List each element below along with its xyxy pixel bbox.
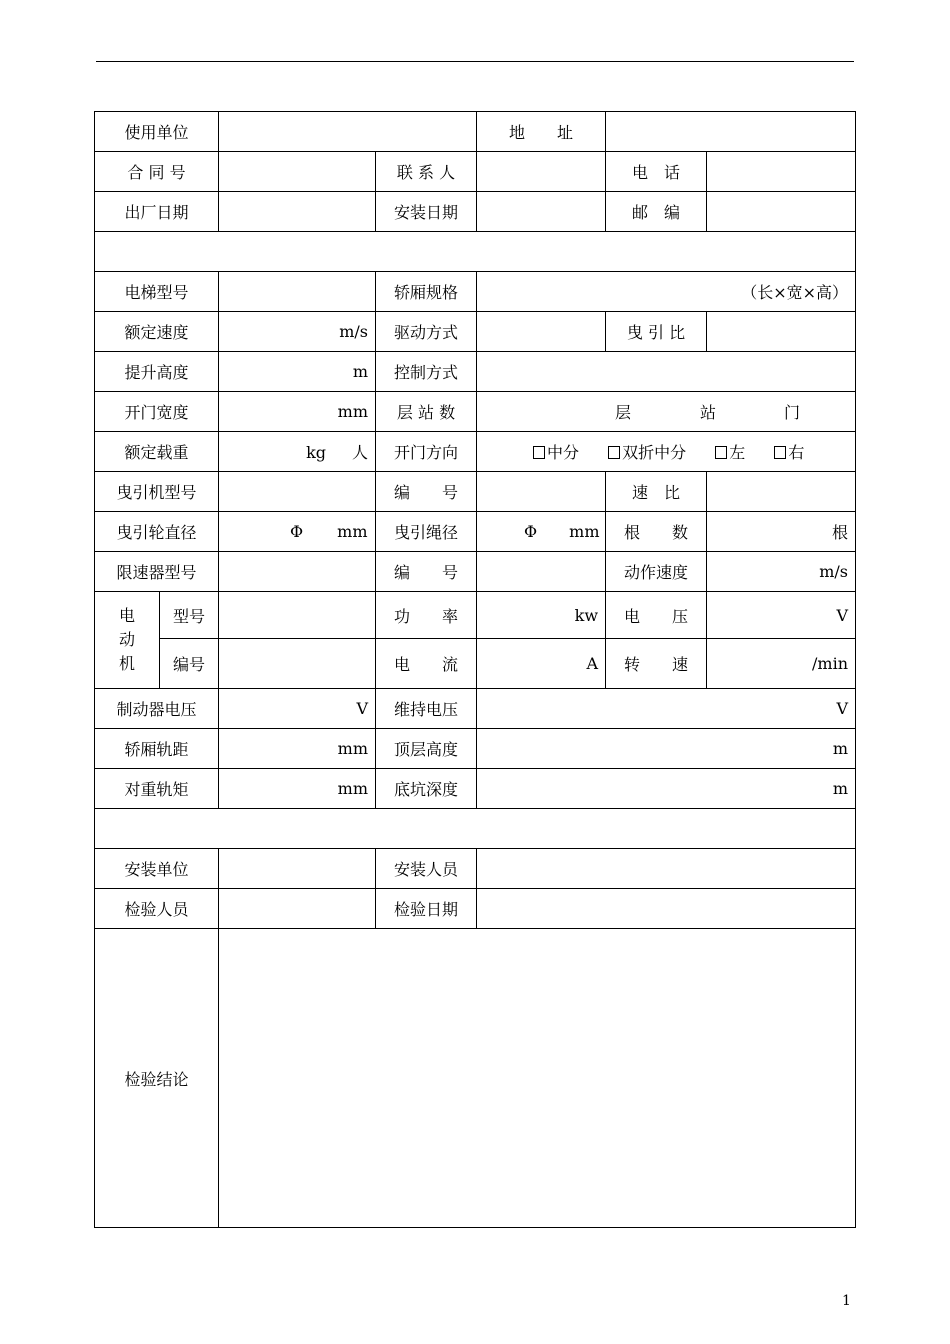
checkbox-icon: [715, 446, 727, 459]
label-install-date: 安装日期: [376, 192, 477, 232]
field-phone[interactable]: [707, 152, 856, 192]
row-lift-height: [95, 352, 856, 392]
option-double-center[interactable]: 双折中分: [608, 443, 686, 462]
label-floors-stations: 层 站 数: [376, 392, 477, 432]
field-traction-machine-model[interactable]: [219, 472, 376, 512]
field-traction-rope-dia[interactable]: [477, 512, 606, 552]
field-rope-count[interactable]: [707, 512, 856, 552]
row-traction-machine: [95, 472, 856, 512]
label-user-unit: 使用单位: [95, 112, 219, 152]
field-factory-date[interactable]: [219, 192, 376, 232]
cw-rail-gauge-unit: mm: [337, 779, 369, 798]
row-elevator-model: [95, 272, 856, 312]
field-install-date[interactable]: [477, 192, 606, 232]
phi-symbol: Φ: [524, 522, 538, 541]
label-drive-mode: 驱动方式: [376, 312, 477, 352]
rope-count-unit: 根: [832, 523, 849, 542]
option-right[interactable]: 右: [774, 443, 804, 462]
label-traction-machine-model: 曳引机型号: [95, 472, 219, 512]
label-door-direction: 开门方向: [376, 432, 477, 472]
field-current[interactable]: [477, 639, 606, 689]
label-pit-depth: 底坑深度: [376, 769, 477, 809]
lift-height-unit: m: [352, 362, 369, 381]
current-unit: A: [586, 654, 599, 673]
door-width-unit: mm: [337, 402, 369, 421]
field-traction-ratio[interactable]: [707, 312, 856, 352]
label-contract-no: 合 同 号: [95, 152, 219, 192]
label-installer: 安装人员: [376, 849, 477, 889]
phi-symbol: Φ: [290, 522, 304, 541]
row-conclusion: [95, 929, 856, 1228]
row-motor-model: [95, 592, 856, 639]
label-rotation-speed: 转 速: [606, 639, 707, 689]
label-rated-speed: 额定速度: [95, 312, 219, 352]
power-unit: kw: [574, 605, 599, 625]
field-serial-no[interactable]: [477, 472, 606, 512]
field-motor-model[interactable]: [219, 592, 376, 639]
checkbox-icon: [533, 446, 545, 459]
field-contact-person[interactable]: [477, 152, 606, 192]
rated-load-unit-person: 人: [352, 443, 369, 462]
field-speed-ratio[interactable]: [707, 472, 856, 512]
label-inspector: 检验人员: [95, 889, 219, 929]
field-install-unit[interactable]: [219, 849, 376, 889]
checkbox-icon: [774, 446, 786, 459]
label-action-speed: 动作速度: [606, 552, 707, 592]
row-rated-speed: [95, 312, 856, 352]
pit-depth-unit: m: [832, 779, 849, 798]
label-car-spec: 轿厢规格: [376, 272, 477, 312]
field-action-speed[interactable]: [707, 552, 856, 592]
voltage-unit: V: [836, 605, 849, 625]
row-dates: [95, 192, 856, 232]
label-rope-count: 根 数: [606, 512, 707, 552]
field-governor-serial[interactable]: [477, 552, 606, 592]
field-contract-no[interactable]: [219, 152, 376, 192]
label-door-width: 开门宽度: [95, 392, 219, 432]
field-rated-load[interactable]: [219, 432, 376, 472]
field-rotation-speed[interactable]: [707, 639, 856, 689]
field-drive-mode[interactable]: [477, 312, 606, 352]
label-motor-model: 型号: [160, 592, 219, 639]
spacer-cell: [95, 809, 856, 849]
field-holding-voltage[interactable]: [477, 689, 856, 729]
elevator-inspection-form: [94, 111, 856, 1228]
row-user-unit: [95, 112, 856, 152]
row-door-width: [95, 392, 856, 432]
mm-unit: mm: [569, 522, 600, 541]
label-cw-rail-gauge: 对重轨矩: [95, 769, 219, 809]
field-top-floor-height[interactable]: [477, 729, 856, 769]
option-center[interactable]: 中分: [533, 443, 579, 462]
header-rule: [96, 61, 854, 62]
brake-voltage-unit: V: [356, 699, 369, 718]
label-traction-wheel-dia: 曳引轮直径: [95, 512, 219, 552]
label-phone: 电 话: [606, 152, 707, 192]
label-serial-no: 编 号: [376, 552, 477, 592]
station-word: 站: [700, 403, 717, 422]
field-car-rail-gauge[interactable]: [219, 729, 376, 769]
label-governor-model: 限速器型号: [95, 552, 219, 592]
label-elevator-model: 电梯型号: [95, 272, 219, 312]
field-brake-voltage[interactable]: [219, 689, 376, 729]
label-factory-date: 出厂日期: [95, 192, 219, 232]
row-car-rail-gauge: [95, 729, 856, 769]
field-address[interactable]: [606, 112, 856, 152]
mm-unit: mm: [337, 522, 368, 541]
row-governor: [95, 552, 856, 592]
field-rated-speed[interactable]: [219, 312, 376, 352]
car-spec-unit: （长×宽×高）: [741, 283, 849, 302]
label-motor-serial: 编号: [160, 639, 219, 689]
checkbox-icon: [608, 446, 620, 459]
holding-voltage-unit: V: [836, 699, 849, 718]
field-door-direction: [477, 432, 856, 472]
label-traction-rope-dia: 曳引绳径: [376, 512, 477, 552]
row-motor-serial: [95, 639, 856, 689]
floor-word: 层: [615, 403, 632, 422]
option-left[interactable]: 左: [715, 443, 745, 462]
row-rated-load: [95, 432, 856, 472]
label-rated-load: 额定载重: [95, 432, 219, 472]
row-brake-voltage: [95, 689, 856, 729]
field-floors-stations[interactable]: [477, 392, 856, 432]
page-number: 1: [842, 1293, 851, 1309]
field-traction-wheel-dia[interactable]: [219, 512, 376, 552]
top-floor-height-unit: m: [832, 739, 849, 758]
field-inspection-date[interactable]: [477, 889, 856, 929]
field-pit-depth[interactable]: [477, 769, 856, 809]
label-control-mode: 控制方式: [376, 352, 477, 392]
label-postcode: 邮 编: [606, 192, 707, 232]
rated-load-unit-kg: kg: [306, 443, 326, 462]
row-install-unit: [95, 849, 856, 889]
label-top-floor-height: 顶层高度: [376, 729, 477, 769]
label-serial-no: 编 号: [376, 472, 477, 512]
field-elevator-model[interactable]: [219, 272, 376, 312]
field-control-mode[interactable]: [477, 352, 856, 392]
field-inspection-conclusion[interactable]: [219, 929, 856, 1228]
row-traction-wheel: [95, 512, 856, 552]
label-holding-voltage: 维持电压: [376, 689, 477, 729]
field-car-spec[interactable]: [477, 272, 856, 312]
label-contact-person: 联 系 人: [376, 152, 477, 192]
field-voltage[interactable]: [707, 592, 856, 639]
field-lift-height[interactable]: [219, 352, 376, 392]
car-rail-gauge-unit: mm: [337, 739, 369, 758]
field-door-width[interactable]: [219, 392, 376, 432]
field-governor-model[interactable]: [219, 552, 376, 592]
label-current: 电 流: [376, 639, 477, 689]
field-cw-rail-gauge[interactable]: [219, 769, 376, 809]
rated-speed-unit: m/s: [339, 322, 369, 341]
row-inspector: [95, 889, 856, 929]
action-speed-unit: m/s: [819, 562, 849, 581]
label-speed-ratio: 速 比: [606, 472, 707, 512]
label-inspection-conclusion: 检验结论: [95, 929, 219, 1228]
row-contract: [95, 152, 856, 192]
row-spacer-2: [95, 809, 856, 849]
label-lift-height: 提升高度: [95, 352, 219, 392]
label-motor: 电 动 机: [95, 592, 160, 689]
label-power: 功 率: [376, 592, 477, 639]
field-inspector[interactable]: [219, 889, 376, 929]
label-inspection-date: 检验日期: [376, 889, 477, 929]
field-postcode[interactable]: [707, 192, 856, 232]
field-motor-serial[interactable]: [219, 639, 376, 689]
label-traction-ratio: 曳 引 比: [606, 312, 707, 352]
rotation-speed-unit: /min: [812, 654, 849, 673]
label-car-rail-gauge: 轿厢轨距: [95, 729, 219, 769]
label-install-unit: 安装单位: [95, 849, 219, 889]
row-spacer-1: [95, 232, 856, 272]
row-cw-rail-gauge: [95, 769, 856, 809]
label-address: 地 址: [477, 112, 606, 152]
spacer-cell: [95, 232, 856, 272]
field-user-unit[interactable]: [219, 112, 477, 152]
label-brake-voltage: 制动器电压: [95, 689, 219, 729]
field-power[interactable]: [477, 592, 606, 639]
door-word: 门: [784, 403, 801, 422]
label-voltage: 电 压: [606, 592, 707, 639]
field-installer[interactable]: [477, 849, 856, 889]
